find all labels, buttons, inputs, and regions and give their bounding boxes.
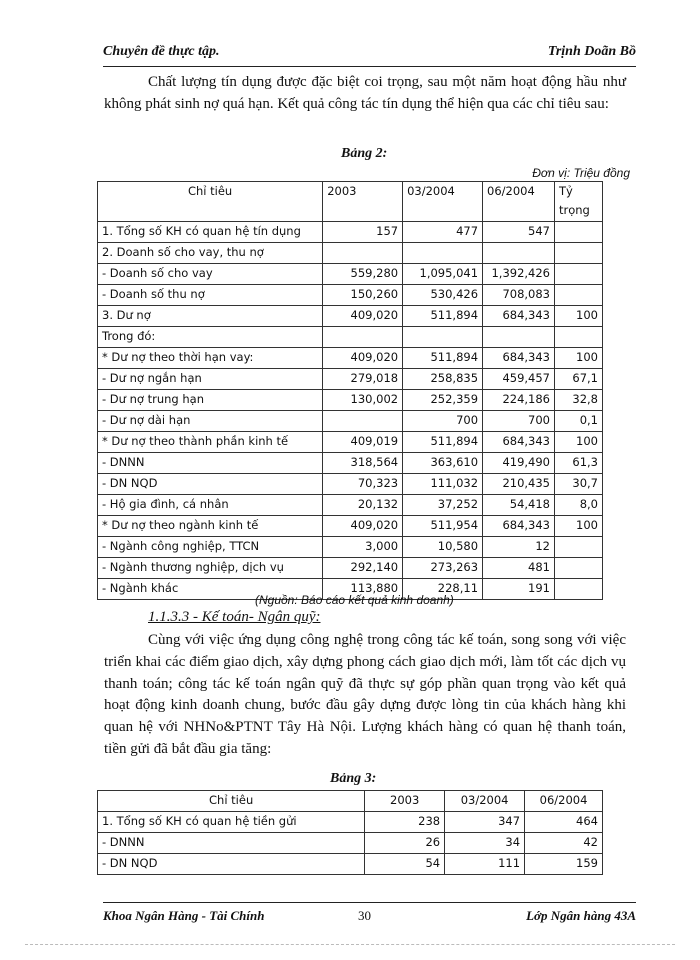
table-cell: 684,343 [483,306,555,327]
table-cell: 252,359 [403,390,483,411]
row-label: * Dư nợ theo thành phần kinh tế [98,432,323,453]
row-label: * Dư nợ theo thời hạn vay: [98,348,323,369]
section-heading: 1.1.3.3 - Kế toán- Ngân quỹ: [148,609,321,625]
table-cell: 3,000 [323,537,403,558]
table-header-row [98,182,603,222]
table-cell: 157 [323,222,403,243]
table-cell: 191 [483,579,555,600]
table-cell: 419,490 [483,453,555,474]
table-cell: 37,252 [403,495,483,516]
table-cell [403,243,483,264]
row-label: - DNNN [98,833,365,854]
row-label: - Doanh số cho vay [98,264,323,285]
table-cell: 258,835 [403,369,483,390]
table-cell: 409,019 [323,432,403,453]
row-label: Trong đó: [98,327,323,348]
header-right: Trịnh Doãn Bồ [547,44,636,59]
table-cell [555,579,603,600]
table-cell: 684,343 [483,348,555,369]
row-label: - DN NQD [98,474,323,495]
table-cell: 1,392,426 [483,264,555,285]
table-row [98,327,603,348]
table2-source: (Nguồn: Báo cáo kết quả kinh doanh) [255,593,454,607]
table-cell: 54,418 [483,495,555,516]
table-row [98,411,603,432]
table-cell [483,327,555,348]
table-row [98,306,603,327]
table-row [98,264,603,285]
divider [25,944,675,945]
table-cell: 159 [525,854,603,875]
table-3 [97,790,603,875]
table-cell: 684,343 [483,432,555,453]
column-header: 03/2004 [403,182,483,222]
column-header: Tỷ trọng [555,182,603,222]
table-cell: 347 [445,812,525,833]
table-cell: 363,610 [403,453,483,474]
table-row [98,285,603,306]
footer-right: Lớp Ngân hàng 43A [526,908,636,923]
table-cell: 8,0 [555,495,603,516]
table-cell: 210,435 [483,474,555,495]
table-cell [403,327,483,348]
table-row [98,369,603,390]
table-cell: 511,894 [403,432,483,453]
table-cell [323,243,403,264]
table-row [98,812,603,833]
table-cell: 111 [445,854,525,875]
table-cell [555,558,603,579]
table-row [98,854,603,875]
table-cell: 477 [403,222,483,243]
table-cell: 30,7 [555,474,603,495]
table-cell [555,285,603,306]
table-cell: 1,095,041 [403,264,483,285]
table-cell: 100 [555,348,603,369]
table-row [98,348,603,369]
table-cell: 273,263 [403,558,483,579]
table-cell: 100 [555,432,603,453]
row-label: - Ngành thương nghiệp, dịch vụ [98,558,323,579]
table-cell: 67,1 [555,369,603,390]
row-label: - Ngành khác [98,579,323,600]
table-cell [555,537,603,558]
table-cell: 100 [555,306,603,327]
table-cell: 34 [445,833,525,854]
table-cell: 559,280 [323,264,403,285]
table-cell: 318,564 [323,453,403,474]
row-label: - Doanh số thu nợ [98,285,323,306]
table-cell: 70,323 [323,474,403,495]
table-cell: 32,8 [555,390,603,411]
table-cell [483,243,555,264]
table-cell: 481 [483,558,555,579]
table-cell: 700 [403,411,483,432]
table-row [98,222,603,243]
intro-paragraph: Chất lượng tín dụng được đặc biệt coi trọng, sau một năm hoạt động hầu như không phát sinh nợ quá hạn. Kết quả công tác tín dụng thể hiện qua các chỉ tiêu sau: [104,74,626,112]
table-cell: 464 [525,812,603,833]
row-label: 2. Doanh số cho vay, thu nợ [98,243,323,264]
table-row [98,495,603,516]
page-number: 30 [358,908,371,923]
header-left: Chuyên đề thực tập. [103,44,220,59]
column-header: Chỉ tiêu [98,791,365,812]
page-header [103,40,636,67]
table-cell: 409,020 [323,306,403,327]
table-row [98,390,603,411]
table-cell: 530,426 [403,285,483,306]
table-cell [555,327,603,348]
table-cell: 100 [555,516,603,537]
table-cell: 10,580 [403,537,483,558]
table2-unit: Đơn vị: Triệu đồng [532,166,630,180]
table-cell: 708,083 [483,285,555,306]
table-row [98,243,603,264]
table-cell: 409,020 [323,348,403,369]
table-cell: 279,018 [323,369,403,390]
row-label: 3. Dư nợ [98,306,323,327]
table-cell [555,264,603,285]
row-label: - DNNN [98,453,323,474]
table-row [98,558,603,579]
row-label: - Ngành công nghiệp, TTCN [98,537,323,558]
table-row [98,453,603,474]
table-cell [323,411,403,432]
table-cell: 150,260 [323,285,403,306]
column-header: 06/2004 [525,791,603,812]
row-label: - Hộ gia đình, cá nhân [98,495,323,516]
table-cell: 12 [483,537,555,558]
table2-caption: Bảng 2: [341,146,388,161]
table-cell [555,243,603,264]
table-cell: 111,032 [403,474,483,495]
table-cell: 224,186 [483,390,555,411]
table-2 [97,181,603,600]
table3-caption: Bảng 3: [330,771,377,786]
table-row [98,516,603,537]
table-header-row [98,791,603,812]
table-cell: 459,457 [483,369,555,390]
table-cell: 130,002 [323,390,403,411]
column-header: 06/2004 [483,182,555,222]
table-cell: 113,880 [323,579,403,600]
column-header: 03/2004 [445,791,525,812]
row-label: - Dư nợ dài hạn [98,411,323,432]
table-cell: 511,954 [403,516,483,537]
table-cell: 228,11 [403,579,483,600]
footer-left: Khoa Ngân Hàng - Tài Chính [103,908,265,923]
table-cell: 238 [365,812,445,833]
table-cell: 684,343 [483,516,555,537]
table-cell: 26 [365,833,445,854]
row-label: - Dư nợ ngắn hạn [98,369,323,390]
table-cell: 409,020 [323,516,403,537]
table-row [98,474,603,495]
row-label: - DN NQD [98,854,365,875]
row-label: 1. Tổng số KH có quan hệ tiền gửi [98,812,365,833]
table-cell: 511,894 [403,348,483,369]
table-row [98,833,603,854]
table-cell: 700 [483,411,555,432]
table-cell: 20,132 [323,495,403,516]
table-cell: 292,140 [323,558,403,579]
column-header: 2003 [323,182,403,222]
table-cell [555,222,603,243]
column-header: 2003 [365,791,445,812]
table-cell: 54 [365,854,445,875]
row-label: - Dư nợ trung hạn [98,390,323,411]
table-cell: 511,894 [403,306,483,327]
table-cell: 61,3 [555,453,603,474]
section-paragraph: Cùng với việc ứng dụng công nghệ trong công tác kế toán, song song với việc triển khai các điểm giao dịch, xây dựng phong cách giao dịch mới, làm tốt các dịch vụ thanh toán; công tác kế toán ngân quỹ đã thực sự góp phần quan trọng vào kết quả hoạt động kinh doanh chung, bước đầu gây dựng được lòng tin của khách hàng khi quan hệ với NHNo&PTNT Tây Hà Nội. Lượng khách hàng có quan hệ thanh toán, tiền gửi đã bắt đầu gia tăng: [104,632,626,757]
column-header: Chỉ tiêu [98,182,323,222]
row-label: 1. Tổng số KH có quan hệ tín dụng [98,222,323,243]
table-cell [323,327,403,348]
row-label: * Dư nợ theo ngành kinh tế [98,516,323,537]
table-row [98,432,603,453]
table-cell: 547 [483,222,555,243]
table-row [98,537,603,558]
page-footer [103,902,636,925]
table-cell: 0,1 [555,411,603,432]
table-cell: 42 [525,833,603,854]
